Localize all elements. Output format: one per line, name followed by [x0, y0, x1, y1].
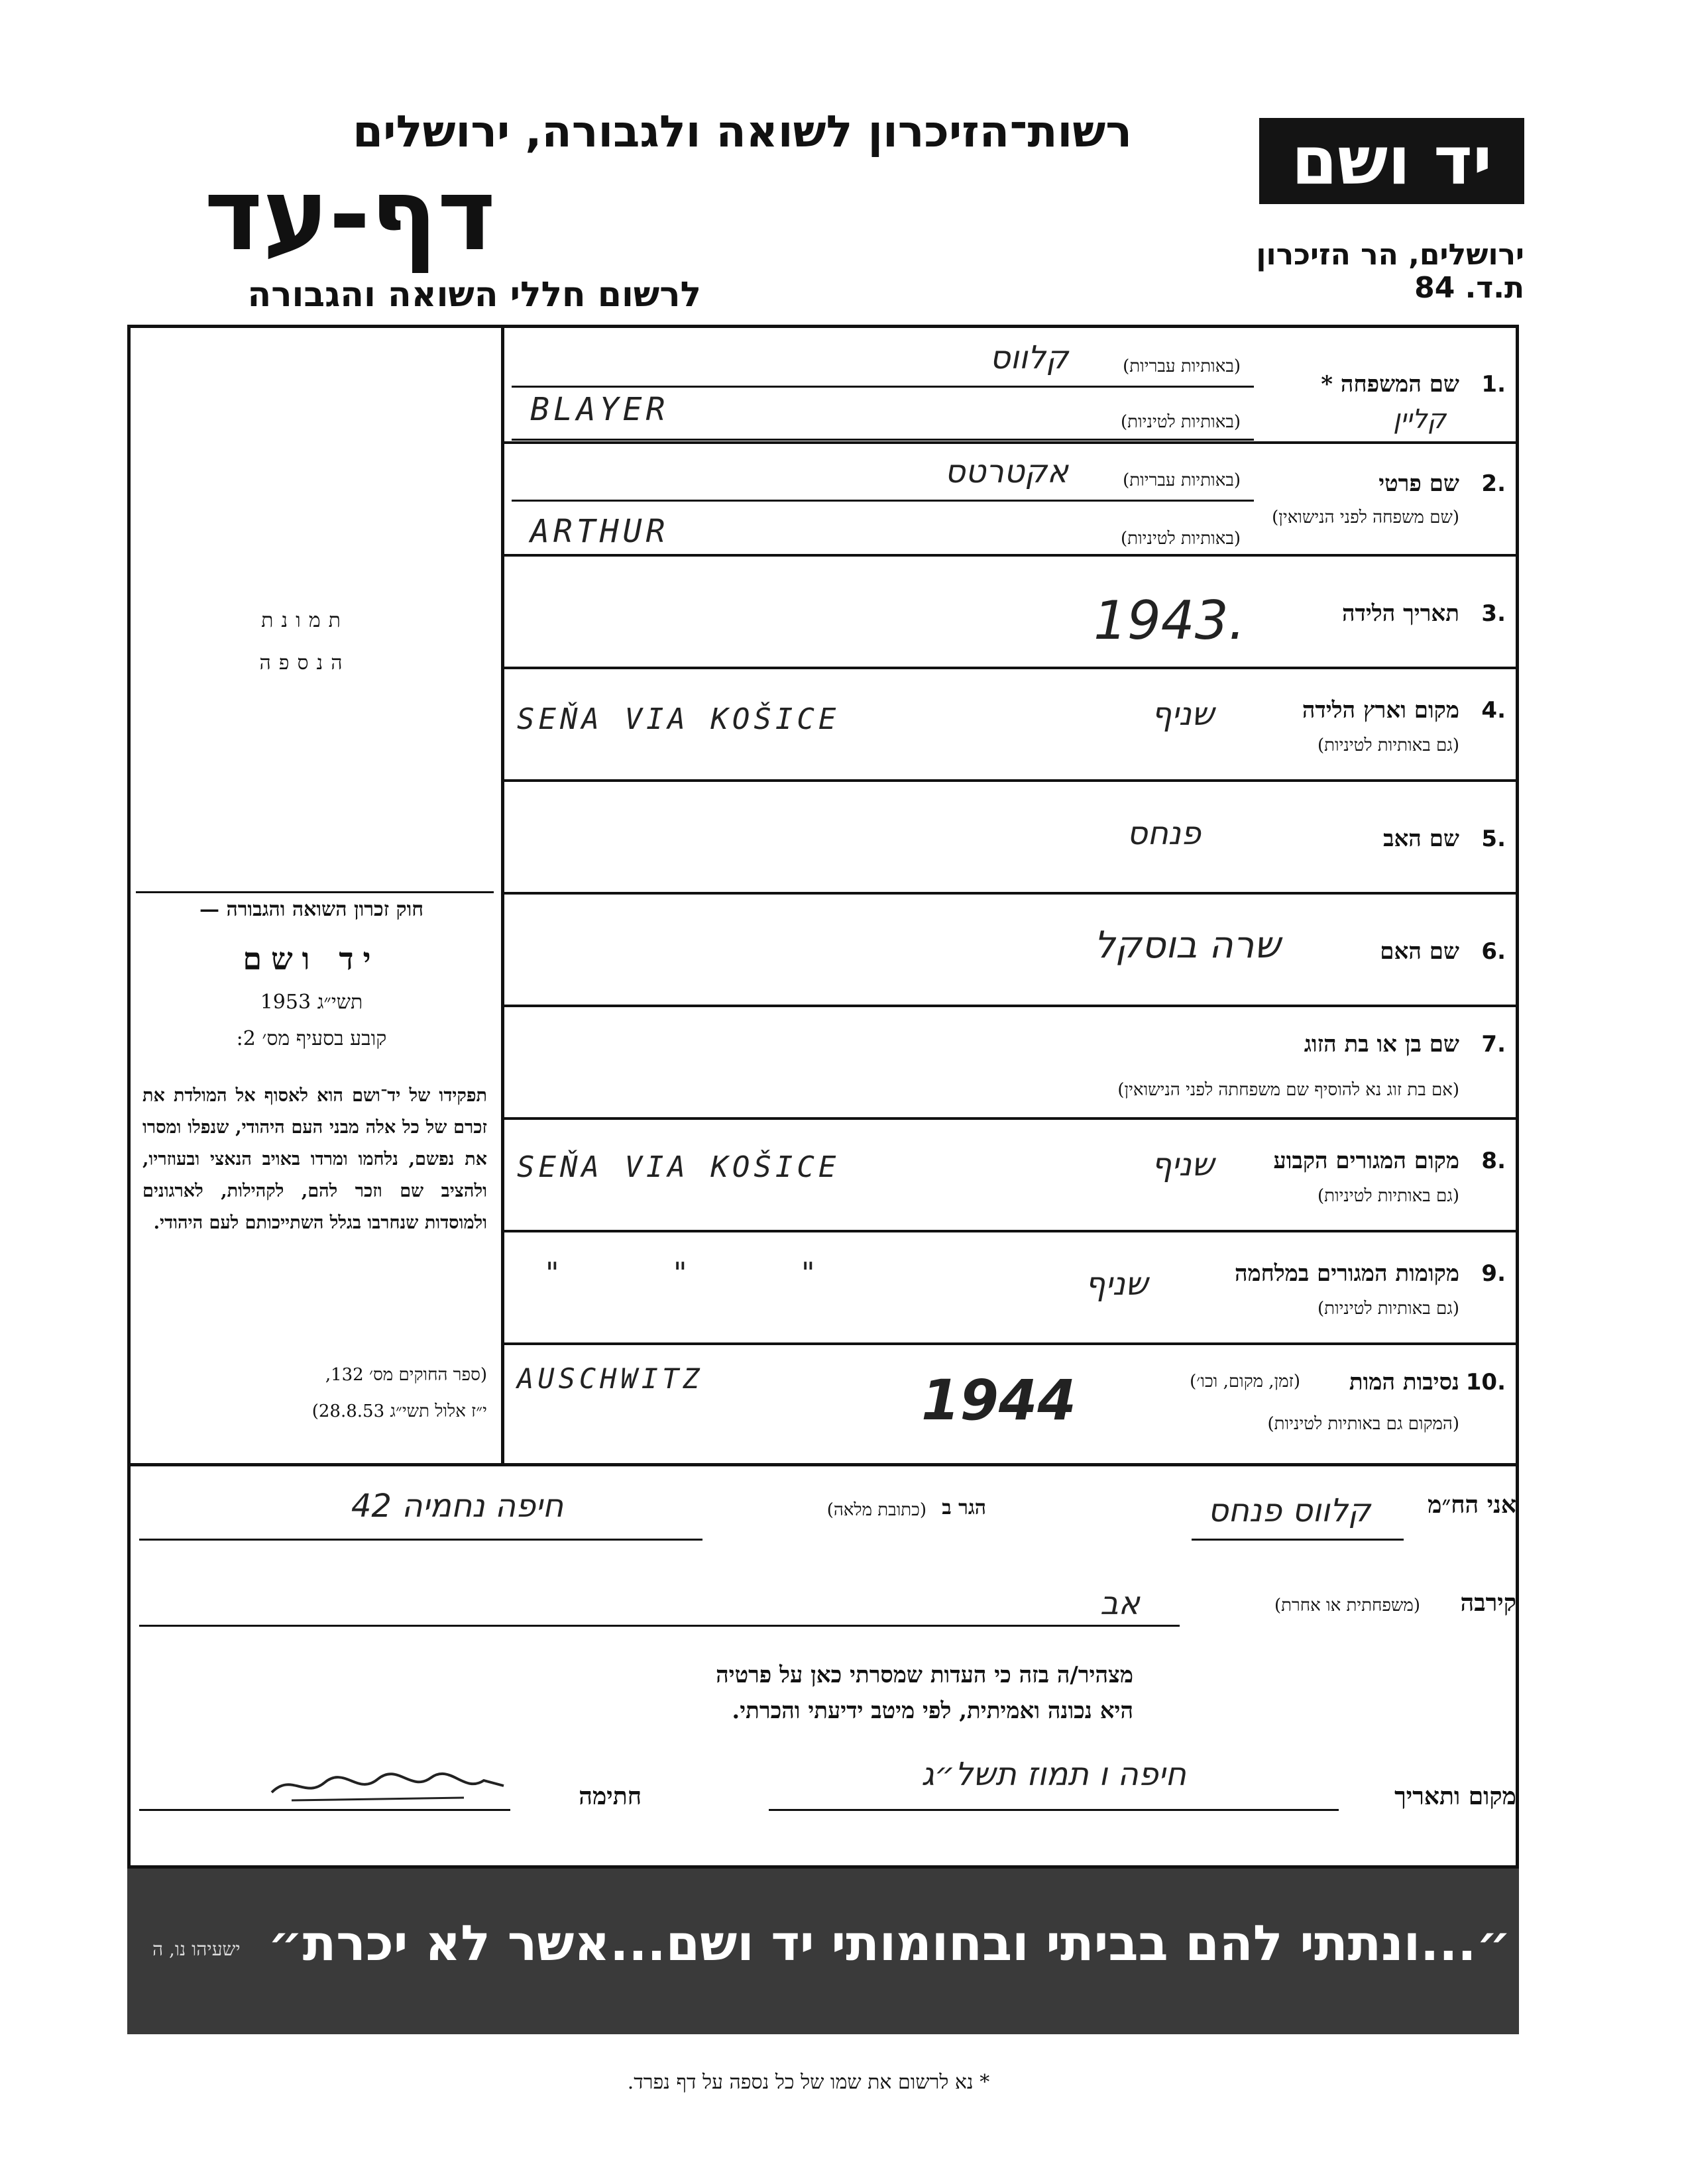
field-sublabel: (שם משפחה לפני הנישואין)	[1272, 508, 1459, 527]
law-reference: (ספר החוקים מס׳ 132,	[325, 1365, 487, 1385]
signature	[265, 1766, 517, 1806]
fill-line	[139, 1625, 1180, 1627]
fill-line	[512, 439, 1254, 441]
address-note: (כתובת מלאה)	[826, 1500, 926, 1520]
banner-quote: ״...ונתתי להם בביתי ובחומותי יד ושם...אשר לא יכרת״	[268, 1915, 1511, 1972]
field-wartime-residence	[504, 1232, 1519, 1345]
statement-line2: היא נכונה ואמיתית, לפי מיטב ידיעתי והכרתי.	[732, 1698, 1133, 1724]
death-place-latin-value[interactable]: AUSCHWITZ	[517, 1362, 704, 1395]
hebrew-letters-note: (באותיות עבריות)	[1123, 470, 1241, 490]
signature-icon	[265, 1766, 517, 1806]
address-value[interactable]: חיפה נחמיה 42	[351, 1488, 564, 1525]
relation-label: קירבה	[1460, 1589, 1516, 1617]
logo-address-line2: ת.ד. 84	[1414, 271, 1524, 305]
fill-line	[512, 500, 1254, 502]
field-label: תאריך הלידה	[1341, 600, 1459, 627]
wartime-residence-ditto-value[interactable]: " " "	[543, 1256, 864, 1290]
field-family-name	[504, 331, 1519, 444]
family-name-latin-value[interactable]: BLAYER	[530, 391, 669, 428]
latin-letters-note: (באותיות לטיניות)	[1121, 412, 1241, 432]
relation-note: (משפחתית או אחרת)	[1274, 1596, 1420, 1615]
field-label: שם האם	[1380, 938, 1459, 965]
field-label: שם בן או בת הזוג	[1304, 1031, 1459, 1058]
field-circumstances-of-death	[504, 1345, 1519, 1463]
birth-place-hebrew-value[interactable]: שניף	[1151, 696, 1214, 733]
footnote: * נא לרשום את שמו של כל נספה על דף נפרד.	[627, 2071, 990, 2094]
field-label: מקום וארץ הלידה	[1302, 697, 1459, 724]
field-first-name	[504, 444, 1519, 557]
death-year-value[interactable]: 1944	[921, 1368, 1076, 1433]
law-heading: חוק זכרון השואה והגבורה —	[199, 898, 423, 921]
field-number: 1.	[1481, 371, 1506, 398]
law-clause: קובע בסעיף מס׳ 2:	[236, 1027, 387, 1050]
place-date-label: מקום ותאריך	[1394, 1782, 1516, 1810]
field-number: 4.	[1481, 697, 1506, 724]
photo-label-line2: הנספה	[259, 651, 351, 675]
mother-name-value[interactable]: שרה בוסקל	[1093, 924, 1280, 967]
fill-line	[1192, 1539, 1404, 1541]
field-label: שם האב	[1383, 826, 1459, 852]
field-sublabel: (אם בת זוג נא להוסיף שם משפחתה לפני הנישואין)	[1117, 1080, 1459, 1100]
field-spouse-name	[504, 1007, 1519, 1120]
law-separator	[136, 891, 494, 893]
field-sublabel: (גם באותיות לטיניות)	[1317, 1299, 1459, 1319]
law-name: יד ושם	[243, 941, 380, 977]
first-name-latin-value[interactable]: ARTHUR	[530, 513, 669, 550]
declarant-label: אני הח״מ	[1428, 1491, 1516, 1519]
photo-label-line1: תמונת	[261, 609, 349, 632]
fill-line	[769, 1809, 1339, 1811]
banner-source: ישעיהו נו, ה	[152, 1938, 241, 1960]
field-number: 6.	[1481, 938, 1506, 965]
signature-line	[139, 1809, 510, 1811]
form-title: דף-עד	[204, 158, 496, 273]
field-label: מקום המגורים הקבוע	[1273, 1148, 1459, 1174]
statement-line1: מצהיר/ה בזה כי העדות שמסרתי כאן על פרטיה	[716, 1662, 1133, 1688]
father-name-value[interactable]: פנחס	[1127, 815, 1201, 852]
fill-line	[512, 386, 1254, 388]
logo-address	[1206, 239, 1524, 305]
field-mother-name	[504, 895, 1519, 1007]
photo-placeholder	[252, 600, 358, 684]
law-reference-date: י״ז אלול תשי״ג 28.8.53)	[311, 1401, 487, 1421]
place-date-value[interactable]: חיפה ו תמוז תשל״ג	[921, 1756, 1186, 1793]
field-number: 10.	[1465, 1369, 1506, 1395]
field-note: (זמן, מקום, וכו׳)	[1190, 1372, 1300, 1392]
field-number: 9.	[1481, 1260, 1506, 1287]
field-sublabel: (גם באותיות לטיניות)	[1317, 1186, 1459, 1206]
fill-line	[512, 554, 1254, 556]
family-name-hebrew-value[interactable]: קלווס	[989, 339, 1068, 376]
latin-letters-note: (באותיות לטיניות)	[1121, 529, 1241, 549]
wartime-residence-hebrew-value[interactable]: שניף	[1085, 1266, 1148, 1303]
field-birth-place	[504, 669, 1519, 782]
law-text: תפקידו של יד־ושם הוא לאסוף אל המולדת את זכרם של כל אלה מבני העם היהודי, שנפלו ומסרו את נפשם, נלחמו ומרדו באויב הנאצי ובעוזריו, ולהציב שם וזכר להם, לקהילות, לארגונים ולמוסדות שנחרבו בגלל השתייכותם לעם היהודי.	[142, 1085, 487, 1233]
birth-date-value[interactable]: 1943.	[1093, 590, 1246, 651]
field-birth-date	[504, 557, 1519, 669]
section-divider	[127, 1463, 1519, 1466]
field-number: 8.	[1481, 1148, 1506, 1174]
field-number: 5.	[1481, 826, 1506, 852]
field-label: מקומות המגורים במלחמה	[1234, 1260, 1459, 1287]
field-label: שם המשפחה *	[1321, 371, 1459, 398]
first-name-hebrew-value[interactable]: אקטרטס	[944, 453, 1068, 490]
field-permanent-residence	[504, 1120, 1519, 1232]
yad-vashem-logo: יד ושם	[1259, 118, 1524, 204]
family-name-margin-note: קליין	[1393, 404, 1446, 435]
residence-latin-value[interactable]: SEŇA VIA KOŠICE	[517, 1150, 840, 1184]
field-number: 7.	[1481, 1031, 1506, 1058]
fill-line	[139, 1539, 702, 1541]
field-number: 3.	[1481, 600, 1506, 627]
field-father-name	[504, 782, 1519, 895]
birth-place-latin-value[interactable]: SEŇA VIA KOŠICE	[517, 702, 840, 736]
field-sublabel: (גם באותיות לטיניות)	[1317, 736, 1459, 755]
residence-hebrew-value[interactable]: שניף	[1151, 1146, 1214, 1183]
relation-value[interactable]: אב	[1100, 1585, 1140, 1622]
hebrew-letters-note: (באותיות עבריות)	[1123, 356, 1241, 376]
declarant-name-value[interactable]: קלווס פנחס	[1207, 1492, 1371, 1529]
form-subtitle: לרשום חללי השואה והגבורה	[247, 275, 701, 315]
field-label: נסיבות המות	[1349, 1369, 1459, 1395]
org-name: רשות־הזיכרון לשואה ולגבורה, ירושלים	[353, 106, 1132, 157]
resides-label: הגר ב	[942, 1496, 986, 1519]
field-label: שם פרטי	[1378, 470, 1459, 497]
field-sublabel: (המקום גם באותיות לטיניות)	[1267, 1414, 1459, 1434]
law-year: תשי״ג 1953	[260, 991, 363, 1014]
signature-label: חתימה	[579, 1782, 642, 1810]
logo-address-line1: ירושלים, הר הזיכרון	[1256, 238, 1524, 272]
field-number: 2.	[1481, 470, 1506, 497]
